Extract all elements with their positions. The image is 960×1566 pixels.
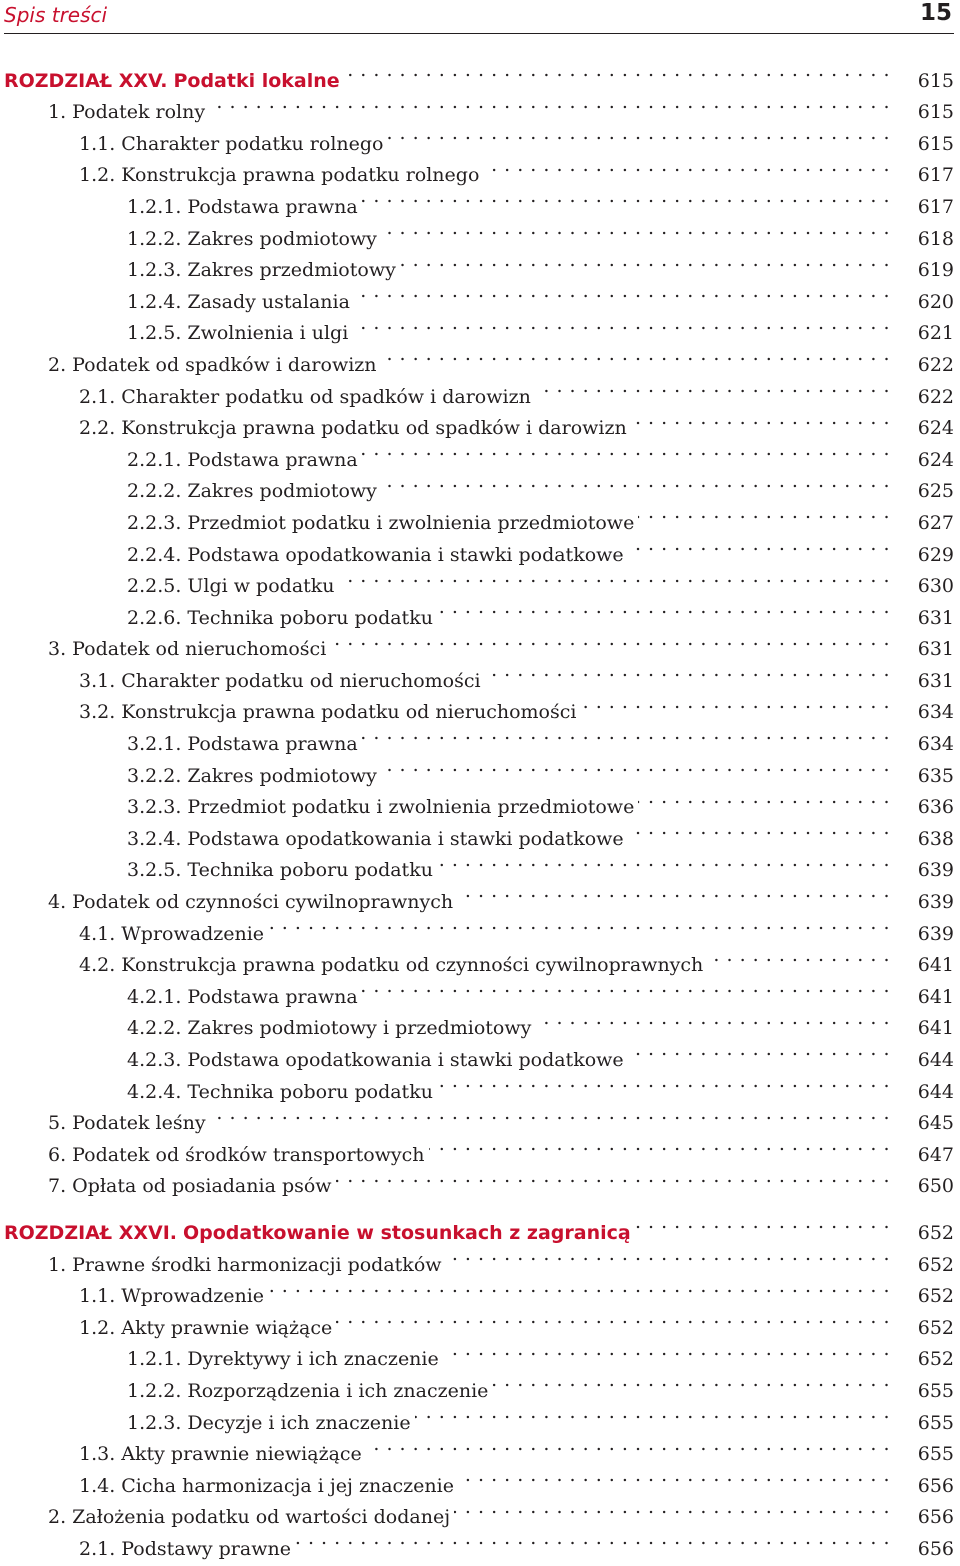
dot-leader xyxy=(339,561,890,593)
toc-entry-page: 656 xyxy=(917,1506,954,1529)
dot-leader xyxy=(492,1365,890,1397)
toc-entry-number: 1.2.1. xyxy=(127,1348,182,1371)
toc-entry-title: Zakres podmiotowy i przedmiotowy xyxy=(187,1017,532,1040)
toc-entry[interactable] xyxy=(0,1161,960,1198)
toc-entry-number: 1.2. xyxy=(79,164,116,187)
toc-entry-title: Technika poboru podatku xyxy=(187,1080,433,1103)
dot-leader xyxy=(415,1397,890,1429)
dot-leader xyxy=(362,434,890,466)
toc-entry-page: 630 xyxy=(917,575,954,598)
dot-leader xyxy=(429,1129,890,1161)
toc-entry-number: 1.2.3. xyxy=(127,1411,182,1434)
toc-entry-page: 615 xyxy=(917,101,954,124)
dot-leader xyxy=(381,466,890,498)
toc-entry[interactable] xyxy=(0,1239,960,1276)
toc-entry-number: 4.2.2. xyxy=(127,1017,182,1040)
dot-leader xyxy=(437,592,890,624)
toc-chapter-entry[interactable] xyxy=(0,55,960,92)
toc-entry-title: Założenia podatku od wartości dodanej xyxy=(72,1506,451,1529)
toc-entry-number: 2.2.5. xyxy=(127,575,182,598)
toc-entry-title: Podstawa prawna xyxy=(187,195,358,218)
toc-entry[interactable] xyxy=(0,181,960,218)
toc-entry-number: 2.2.2. xyxy=(127,480,182,503)
toc-entry-number: 1.2.5. xyxy=(127,322,182,345)
dot-leader xyxy=(437,845,890,877)
toc-entry-page: 656 xyxy=(917,1537,954,1560)
toc-entry-page: 624 xyxy=(917,417,954,440)
dot-leader xyxy=(485,655,890,687)
dot-leader xyxy=(354,276,890,308)
toc-entry-label xyxy=(0,1534,291,1566)
toc-entry-title: Konstrukcja prawna podatku od spadków i darowizn xyxy=(121,417,627,440)
toc-entry-page: 621 xyxy=(917,322,954,345)
toc-entry-number: 3.2.2. xyxy=(127,764,182,787)
toc-entry[interactable] xyxy=(0,497,960,534)
toc-entry-title: Akty prawnie niewiążące xyxy=(121,1443,362,1466)
toc-entry-page: 625 xyxy=(917,480,954,503)
toc-entry[interactable] xyxy=(0,1302,960,1339)
toc-entry-title: Prawne środki harmonizacji podatków xyxy=(72,1253,442,1276)
toc-entry-page: 631 xyxy=(917,606,954,629)
toc-entry-page: 645 xyxy=(917,1112,954,1135)
toc-entry-page: 655 xyxy=(917,1443,954,1466)
toc-entry-number: 1.2. xyxy=(79,1316,116,1339)
toc-entry-page: 644 xyxy=(917,1080,954,1103)
toc-entry-page: 615 xyxy=(917,69,954,92)
toc-entry[interactable] xyxy=(0,813,960,850)
toc-entry-number: 3.2.1. xyxy=(127,733,182,756)
dot-leader xyxy=(210,1098,890,1130)
running-header xyxy=(4,0,954,34)
toc-entry[interactable] xyxy=(0,624,960,661)
toc-entry[interactable] xyxy=(0,845,960,882)
toc-entry-title: Dyrektywy i ich znaczenie xyxy=(187,1348,439,1371)
running-title: Spis treści xyxy=(4,3,108,27)
toc-entry-title: Podatek od czynności cywilnoprawnych xyxy=(72,891,454,914)
toc-entry-number: 2.2.6. xyxy=(127,606,182,629)
toc-entry-page: 619 xyxy=(917,259,954,282)
toc-entry-title: Podstawa opodatkowania i stawki podatkowe xyxy=(187,1049,624,1071)
dot-leader xyxy=(336,1302,890,1334)
toc-entry-title: Przedmiot podatku i zwolnienia przedmiotowe xyxy=(187,796,635,819)
toc-entry-title: Podstawy prawne xyxy=(121,1537,291,1560)
toc-entry-title: Zakres przedmiotowy xyxy=(187,259,396,282)
toc-entry-number: 1.2.3. xyxy=(127,259,182,282)
toc-entry-page: 652 xyxy=(917,1253,954,1276)
toc-entry-title: Zakres podmiotowy xyxy=(187,227,377,250)
toc-entry-page: 629 xyxy=(917,543,954,566)
toc-entry-page: 652 xyxy=(917,1285,954,1308)
toc-entry-title: Cicha harmonizacja i jej znaczenie xyxy=(121,1474,454,1497)
toc-entry[interactable] xyxy=(0,908,960,945)
dot-leader xyxy=(457,876,890,908)
toc-entry-title: Podstawa prawna xyxy=(187,733,358,756)
dot-leader xyxy=(295,1523,890,1555)
toc-entry-title: Konstrukcja prawna podatku rolnego xyxy=(121,164,480,187)
toc-entry[interactable] xyxy=(0,245,960,282)
dot-leader xyxy=(638,497,890,529)
toc-entry[interactable] xyxy=(0,466,960,503)
toc-entry[interactable] xyxy=(0,1397,960,1434)
toc-entry[interactable] xyxy=(0,1365,960,1402)
toc-entry-number: 6. xyxy=(48,1143,67,1166)
toc-entry[interactable] xyxy=(0,434,960,471)
dot-leader xyxy=(631,403,890,435)
toc-entry-page: 635 xyxy=(917,764,954,787)
dot-leader xyxy=(446,1239,890,1271)
dot-leader xyxy=(483,150,890,182)
toc-entry[interactable] xyxy=(0,750,960,787)
toc-entry-number: 4.1. xyxy=(79,922,116,945)
toc-chapter-entry[interactable] xyxy=(0,1207,960,1244)
toc-entry-number: 2.2.3. xyxy=(127,511,182,534)
toc-entry-number: 7. xyxy=(48,1175,67,1198)
toc-entry-number: 4.2.3. xyxy=(127,1049,182,1071)
dot-leader xyxy=(336,1161,890,1193)
toc-entry-page: 650 xyxy=(917,1175,954,1198)
toc-entry-page: 655 xyxy=(917,1379,954,1402)
toc-entry-number: 1.4. xyxy=(79,1474,116,1497)
toc-entry-number: 3.2. xyxy=(79,701,116,724)
toc-entry[interactable] xyxy=(0,1271,960,1308)
toc-entry-page: 639 xyxy=(917,922,954,945)
toc-entry-page: 639 xyxy=(917,891,954,914)
toc-entry-number: 2.2. xyxy=(79,417,116,440)
toc-entry-number: 1.3. xyxy=(79,1443,116,1466)
toc-entry-title: Wprowadzenie xyxy=(121,1285,265,1308)
toc-entry[interactable] xyxy=(0,561,960,598)
toc-entry-title: Charakter podatku od spadków i darowizn xyxy=(121,385,531,408)
toc-entry-number: 3.2.4. xyxy=(127,827,182,850)
toc-entry-page: 647 xyxy=(917,1143,954,1166)
toc-entry-number: 5. xyxy=(48,1112,67,1135)
toc-entry[interactable] xyxy=(0,1460,960,1497)
toc-entry-page: 639 xyxy=(917,859,954,882)
toc-entry-page: 655 xyxy=(917,1411,954,1434)
toc-entry-page: 638 xyxy=(917,827,954,850)
toc-entry-number: 3.2.5. xyxy=(127,859,182,882)
toc-entry-number: 1.1. xyxy=(79,1285,116,1308)
dot-leader xyxy=(400,245,890,277)
dot-leader xyxy=(209,87,890,119)
toc-entry[interactable] xyxy=(0,403,960,440)
toc-entry-number: 1.2.4. xyxy=(127,290,182,313)
toc-entry-title: Podstawa prawna xyxy=(187,985,358,1008)
toc-entry[interactable] xyxy=(0,782,960,819)
toc-entry-title: Konstrukcja prawna podatku od czynności cywilnoprawnych xyxy=(121,954,704,977)
dot-leader xyxy=(635,1207,890,1239)
toc-entry-number: 3. xyxy=(48,638,67,661)
toc-entry[interactable] xyxy=(0,118,960,155)
toc-entry-title: Zwolnienia i ulgi xyxy=(187,322,349,345)
toc-entry-title: Zasady ustalania xyxy=(187,290,350,313)
toc-entry-page: 631 xyxy=(917,669,954,692)
toc-entry-title: Opłata od posiadania psów xyxy=(72,1175,332,1198)
toc-entry-title: Podatek od spadków i darowizn xyxy=(72,353,377,376)
dot-leader xyxy=(580,687,890,719)
toc-entry[interactable] xyxy=(0,371,960,408)
dot-leader xyxy=(628,813,890,845)
toc-entry[interactable] xyxy=(0,718,960,756)
toc-entry[interactable] xyxy=(0,276,960,313)
toc-entry-page: 641 xyxy=(917,1017,954,1040)
dot-leader xyxy=(443,1334,890,1366)
toc-entry-number: 4.2. xyxy=(79,954,116,977)
toc-entry-page: 652 xyxy=(917,1221,954,1244)
toc-entry-title: Podatek od środków transportowych xyxy=(72,1143,425,1166)
toc-entry-title: Przedmiot podatku i zwolnienia przedmiotowe xyxy=(187,511,635,534)
toc-entry-title: Podatek leśny xyxy=(72,1112,206,1135)
toc-entry-title: Podstawa opodatkowania i stawki podatkowe xyxy=(187,827,624,850)
dot-leader xyxy=(352,308,890,340)
toc-entry-title: Ulgi w podatku xyxy=(187,575,335,598)
toc-entry-page: 641 xyxy=(917,985,954,1008)
dot-leader xyxy=(381,750,890,782)
toc-entry[interactable] xyxy=(0,1492,960,1529)
dot-leader xyxy=(454,1492,890,1524)
table-of-contents xyxy=(0,55,960,1560)
toc-entry-title: Podstawa prawna xyxy=(187,448,358,471)
toc-entry[interactable] xyxy=(0,1066,960,1103)
dot-leader xyxy=(381,213,890,245)
toc-entry-number: ROZDZIAŁ XXVI. xyxy=(4,1221,177,1244)
toc-entry[interactable] xyxy=(0,940,960,977)
toc-entry[interactable] xyxy=(0,1034,960,1071)
toc-entry[interactable] xyxy=(0,592,960,629)
page-number: 15 xyxy=(919,0,952,26)
toc-entry[interactable] xyxy=(0,150,960,187)
toc-entry-number: 1.2.2. xyxy=(127,227,182,250)
dot-leader xyxy=(458,1460,890,1492)
dot-leader xyxy=(344,55,890,87)
toc-entry-number: 4.2.4. xyxy=(127,1080,182,1103)
dot-leader xyxy=(638,782,890,814)
dot-leader xyxy=(362,181,890,213)
dot-leader xyxy=(362,971,890,1003)
toc-entry[interactable] xyxy=(0,1098,960,1135)
dot-leader xyxy=(268,1271,890,1303)
toc-entry-number: 3.1. xyxy=(79,669,116,692)
toc-entry-number: 1. xyxy=(48,1253,67,1276)
toc-entry-title: Charakter podatku rolnego xyxy=(121,132,384,155)
toc-entry-number: 2.1. xyxy=(79,385,116,408)
toc-entry-page: 617 xyxy=(917,195,954,218)
toc-entry-number: ROZDZIAŁ XXV. xyxy=(4,69,168,92)
toc-entry[interactable] xyxy=(0,1129,960,1166)
toc-entry-title: Zakres podmiotowy xyxy=(187,764,377,787)
toc-entry-page: 636 xyxy=(917,796,954,819)
toc-entry-number: 4. xyxy=(48,891,67,914)
toc-entry-title: Podatek od nieruchomości xyxy=(72,638,327,661)
toc-entry-page: 618 xyxy=(917,227,954,250)
toc-entry-title: Decyzje i ich znaczenie xyxy=(187,1411,411,1434)
dot-leader xyxy=(535,1003,890,1035)
toc-entry-number: 4.2.1. xyxy=(127,985,182,1008)
dot-leader xyxy=(366,1429,890,1461)
toc-entry[interactable] xyxy=(0,876,960,914)
toc-entry-page: 634 xyxy=(917,733,954,756)
dot-leader xyxy=(437,1066,890,1098)
toc-entry-title: Wprowadzenie xyxy=(121,922,265,945)
toc-entry-page: 652 xyxy=(917,1316,954,1339)
toc-entry-page: 652 xyxy=(917,1348,954,1371)
toc-entry-page: 622 xyxy=(917,385,954,408)
toc-entry[interactable] xyxy=(0,339,960,376)
toc-entry-page: 656 xyxy=(917,1474,954,1497)
toc-entry-number: 1.1. xyxy=(79,132,116,155)
dot-leader xyxy=(628,529,890,561)
toc-entry-number: 1.2.2. xyxy=(127,1379,182,1402)
toc-entry-page: 641 xyxy=(917,954,954,977)
toc-entry-number: 3.2.3. xyxy=(127,796,182,819)
toc-entry-title: Zakres podmiotowy xyxy=(187,480,377,503)
toc-entry-title: Opodatkowanie w stosunkach z zagranicą xyxy=(183,1221,631,1244)
toc-entry-page: 627 xyxy=(917,511,954,534)
toc-entry-page: 634 xyxy=(917,701,954,724)
toc-entry-page: 631 xyxy=(917,638,954,661)
dot-leader xyxy=(362,718,890,750)
toc-entry-title: Akty prawnie wiążące xyxy=(121,1316,333,1339)
dot-leader xyxy=(707,940,890,972)
toc-entry-title: Technika poboru podatku xyxy=(187,606,433,629)
dot-leader xyxy=(381,339,890,371)
toc-entry[interactable] xyxy=(0,1003,960,1040)
toc-entry-number: 2. xyxy=(48,353,67,376)
toc-entry-title: Konstrukcja prawna podatku od nieruchomości xyxy=(121,701,577,724)
toc-entry[interactable] xyxy=(0,1429,960,1466)
toc-entry-title: Podatek rolny xyxy=(72,101,206,124)
toc-entry[interactable] xyxy=(0,1334,960,1371)
toc-entry-page: 644 xyxy=(917,1049,954,1071)
toc-entry-page: 617 xyxy=(917,164,954,187)
toc-entry[interactable] xyxy=(0,529,960,566)
toc-entry[interactable] xyxy=(0,971,960,1008)
toc-entry-label xyxy=(0,1171,332,1203)
dot-leader xyxy=(268,908,890,940)
dot-leader xyxy=(535,371,890,403)
toc-entry-number: 1.2.1. xyxy=(127,195,182,218)
toc-entry-number: 2. xyxy=(48,1506,67,1529)
toc-entry[interactable] xyxy=(0,308,960,345)
dot-leader xyxy=(330,624,890,656)
toc-entry-title: Podstawa opodatkowania i stawki podatkowe xyxy=(187,543,624,566)
toc-entry-number: 2.1. xyxy=(79,1537,116,1560)
toc-entry[interactable] xyxy=(0,1523,960,1560)
toc-entry[interactable] xyxy=(0,687,960,724)
toc-entry-page: 615 xyxy=(917,132,954,155)
dot-leader xyxy=(628,1034,890,1066)
toc-entry-number: 1. xyxy=(48,101,67,124)
dot-leader xyxy=(388,118,891,150)
toc-entry-title: Technika poboru podatku xyxy=(187,859,433,882)
toc-entry-page: 622 xyxy=(917,353,954,376)
toc-entry-title: Podatki lokalne xyxy=(173,69,340,92)
toc-entry-page: 620 xyxy=(917,290,954,313)
toc-entry-title: Rozporządzenia i ich znaczenie xyxy=(187,1379,489,1402)
toc-entry[interactable] xyxy=(0,655,960,692)
toc-entry[interactable] xyxy=(0,213,960,250)
toc-entry-page: 624 xyxy=(917,448,954,471)
toc-entry-title: Charakter podatku od nieruchomości xyxy=(121,669,481,692)
toc-entry-number: 2.2.1. xyxy=(127,448,182,471)
toc-entry-number: 2.2.4. xyxy=(127,543,182,566)
toc-entry[interactable] xyxy=(0,87,960,124)
